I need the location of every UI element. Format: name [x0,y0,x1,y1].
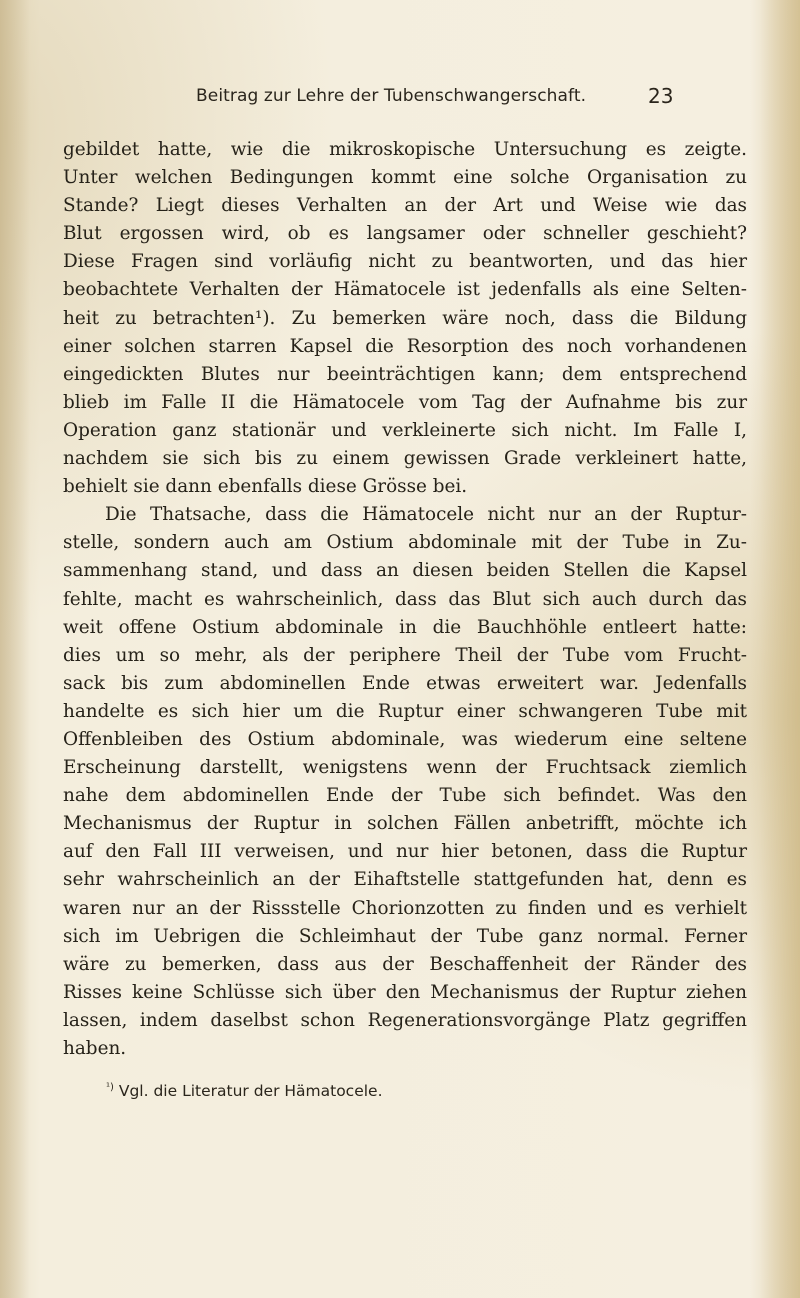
text-line: sammenhang stand, und dass an diesen beiden Stellen die Kapsel [63,560,747,582]
text-line: wäre zu bemerken, dass aus der Beschaffenheit der Ränder des [63,953,747,975]
text-line: lassen, indem daselbst schon Regenerationsvorgänge Platz gegriffen [63,1009,747,1031]
body-text [63,136,747,1063]
running-head [0,86,800,116]
text-line: sehr wahrscheinlich an der Eihaftstelle stattgefunden hat, denn es [63,869,747,891]
text-line: dies um so mehr, als der periphere Theil der Tube vom Frucht- [63,644,747,666]
text-line: Blut ergossen wird, ob es langsamer oder schneller geschieht? [63,223,747,245]
text-line: Diese Fragen sind vorläufig nicht zu beantworten, und das hier [63,251,747,273]
footnote [106,1082,383,1100]
text-line: Erscheinung darstellt, wenigstens wenn der Fruchtsack ziemlich [63,757,747,779]
text-line: beobachtete Verhalten der Hämatocele ist jedenfalls als eine Selten- [63,279,747,301]
text-line: blieb im Falle II die Hämatocele vom Tag der Aufnahme bis zur [63,391,747,413]
text-line: heit zu betrachten¹). Zu bemerken wäre noch, dass die Bildung [63,307,747,329]
text-line: stelle, sondern auch am Ostium abdominale mit der Tube in Zu- [63,532,747,554]
footnote-text: Vgl. die Literatur der Hämatocele. [118,1082,383,1100]
text-line: sich im Uebrigen die Schleimhaut der Tube ganz normal. Ferner [63,925,747,947]
text-line: behielt sie dann ebenfalls diese Grösse bei. [63,476,468,498]
text-line: waren nur an der Rissstelle Chorionzotten zu finden und es verhielt [63,897,747,919]
text-line: Risses keine Schlüsse sich über den Mechanismus der Ruptur ziehen [63,981,747,1003]
running-head-title: Beitrag zur Lehre der Tubenschwangerschaft. [196,86,587,106]
text-line: sack bis zum abdominellen Ende etwas erweitert war. Jedenfalls [63,672,747,694]
text-line: Unter welchen Bedingungen kommt eine solche Organisation zu [63,167,747,189]
text-line: nahe dem abdominellen Ende der Tube sich befindet. Was den [63,785,747,807]
text-line: gebildet hatte, wie die mikroskopische Untersuchung es zeigte. [63,139,747,160]
text-line: Die Thatsache, dass die Hämatocele nicht nur an der Ruptur- [105,504,747,526]
page-edge-stain-right [750,0,800,1298]
text-line: haben. [63,1038,127,1059]
text-line: Operation ganz stationär und verkleinerte sich nicht. Im Falle I, [63,419,747,441]
text-line: Offenbleiben des Ostium abdominale, was wiederum eine seltene [63,728,747,750]
text-line: eingedickten Blutes nur beeinträchtigen kann; dem entsprechend [63,363,747,385]
text-line: handelte es sich hier um die Ruptur einer schwangeren Tube mit [63,700,747,722]
text-line: einer solchen starren Kapsel die Resorption des noch vorhandenen [63,335,747,357]
text-line: Stande? Liegt dieses Verhalten an der Art und Weise wie das [63,195,747,217]
text-line: nachdem sie sich bis zu einem gewissen Grade verkleinert hatte, [63,448,747,470]
footnote-marker: ¹) [106,1082,114,1093]
text-line: Mechanismus der Ruptur in solchen Fällen anbetrifft, möchte ich [63,813,747,835]
page-edge-stain-left [0,0,30,1298]
page-number: 23 [648,84,674,108]
text-line: auf den Fall III verweisen, und nur hier betonen, dass die Ruptur [63,841,747,863]
text-line: weit offene Ostium abdominale in die Bauchhöhle entleert hatte: [63,616,747,638]
text-line: fehlte, macht es wahrscheinlich, dass das Blut sich auch durch das [63,588,747,610]
